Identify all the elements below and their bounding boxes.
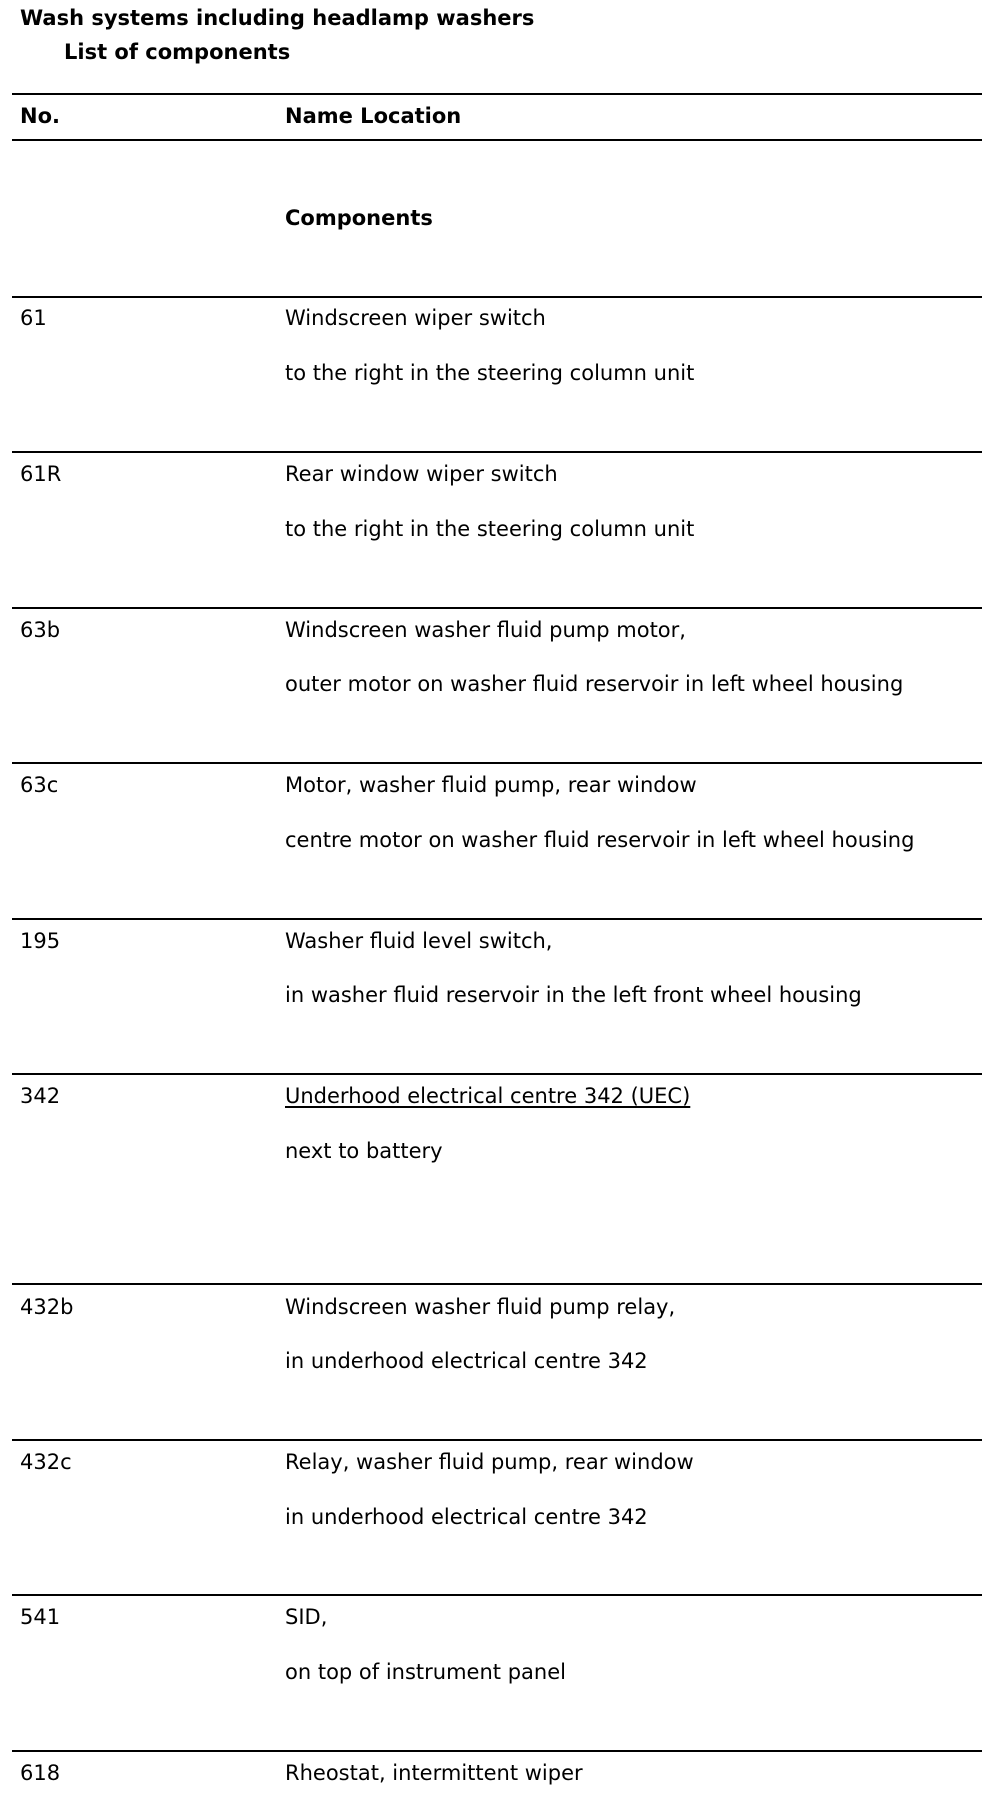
row-no: 195 [20, 929, 61, 953]
document-title: Wash systems including headlamp washers [20, 6, 535, 30]
section-label: Components [285, 206, 433, 230]
row-separator [12, 607, 982, 609]
row-separator [12, 1283, 982, 1285]
row-no: 432b [20, 1295, 74, 1319]
row-separator [12, 1073, 982, 1075]
header-name-location: Name Location [285, 104, 462, 128]
row-name: Windscreen wiper switch [285, 306, 546, 330]
row-name: Relay, washer fluid pump, rear window [285, 1450, 694, 1474]
row-location: on top of instrument panel [285, 1660, 566, 1684]
row-name: Windscreen washer fluid pump relay, [285, 1295, 676, 1319]
row-name: Windscreen washer fluid pump motor, [285, 618, 686, 642]
table-header-rule [12, 139, 982, 141]
row-location: in washer fluid reservoir in the left front wheel housing [285, 983, 862, 1007]
row-separator [12, 762, 982, 764]
row-no: 432c [20, 1450, 72, 1474]
row-separator [12, 1594, 982, 1596]
row-no: 63b [20, 618, 61, 642]
row-no: 63c [20, 773, 59, 797]
row-name: Rheostat, intermittent wiper [285, 1761, 583, 1785]
row-location: in underhood electrical centre 342 [285, 1349, 648, 1373]
row-separator [12, 1750, 982, 1752]
document-subtitle: List of components [64, 40, 291, 64]
row-no: 618 [20, 1761, 61, 1785]
row-location: to the right in the steering column unit [285, 361, 695, 385]
row-no: 61R [20, 462, 62, 486]
row-no: 541 [20, 1605, 61, 1629]
row-location: outer motor on washer fluid reservoir in left wheel housing [285, 672, 904, 696]
row-separator [12, 1439, 982, 1441]
header-no: No. [20, 104, 60, 128]
row-name: Motor, washer fluid pump, rear window [285, 773, 697, 797]
row-separator [12, 918, 982, 920]
row-no: 342 [20, 1084, 61, 1108]
row-location: to the right in the steering column unit [285, 517, 695, 541]
row-location: next to battery [285, 1139, 443, 1163]
table-top-rule [12, 93, 982, 95]
row-name: Rear window wiper switch [285, 462, 558, 486]
row-name: Washer fluid level switch, [285, 929, 553, 953]
uec-link[interactable]: Underhood electrical centre 342 (UEC) [285, 1084, 691, 1108]
row-no: 61 [20, 306, 47, 330]
row-location: in underhood electrical centre 342 [285, 1505, 648, 1529]
row-name: SID, [285, 1605, 328, 1629]
row-separator [12, 451, 982, 453]
row-separator [12, 296, 982, 298]
row-location: centre motor on washer fluid reservoir in left wheel housing [285, 828, 915, 852]
